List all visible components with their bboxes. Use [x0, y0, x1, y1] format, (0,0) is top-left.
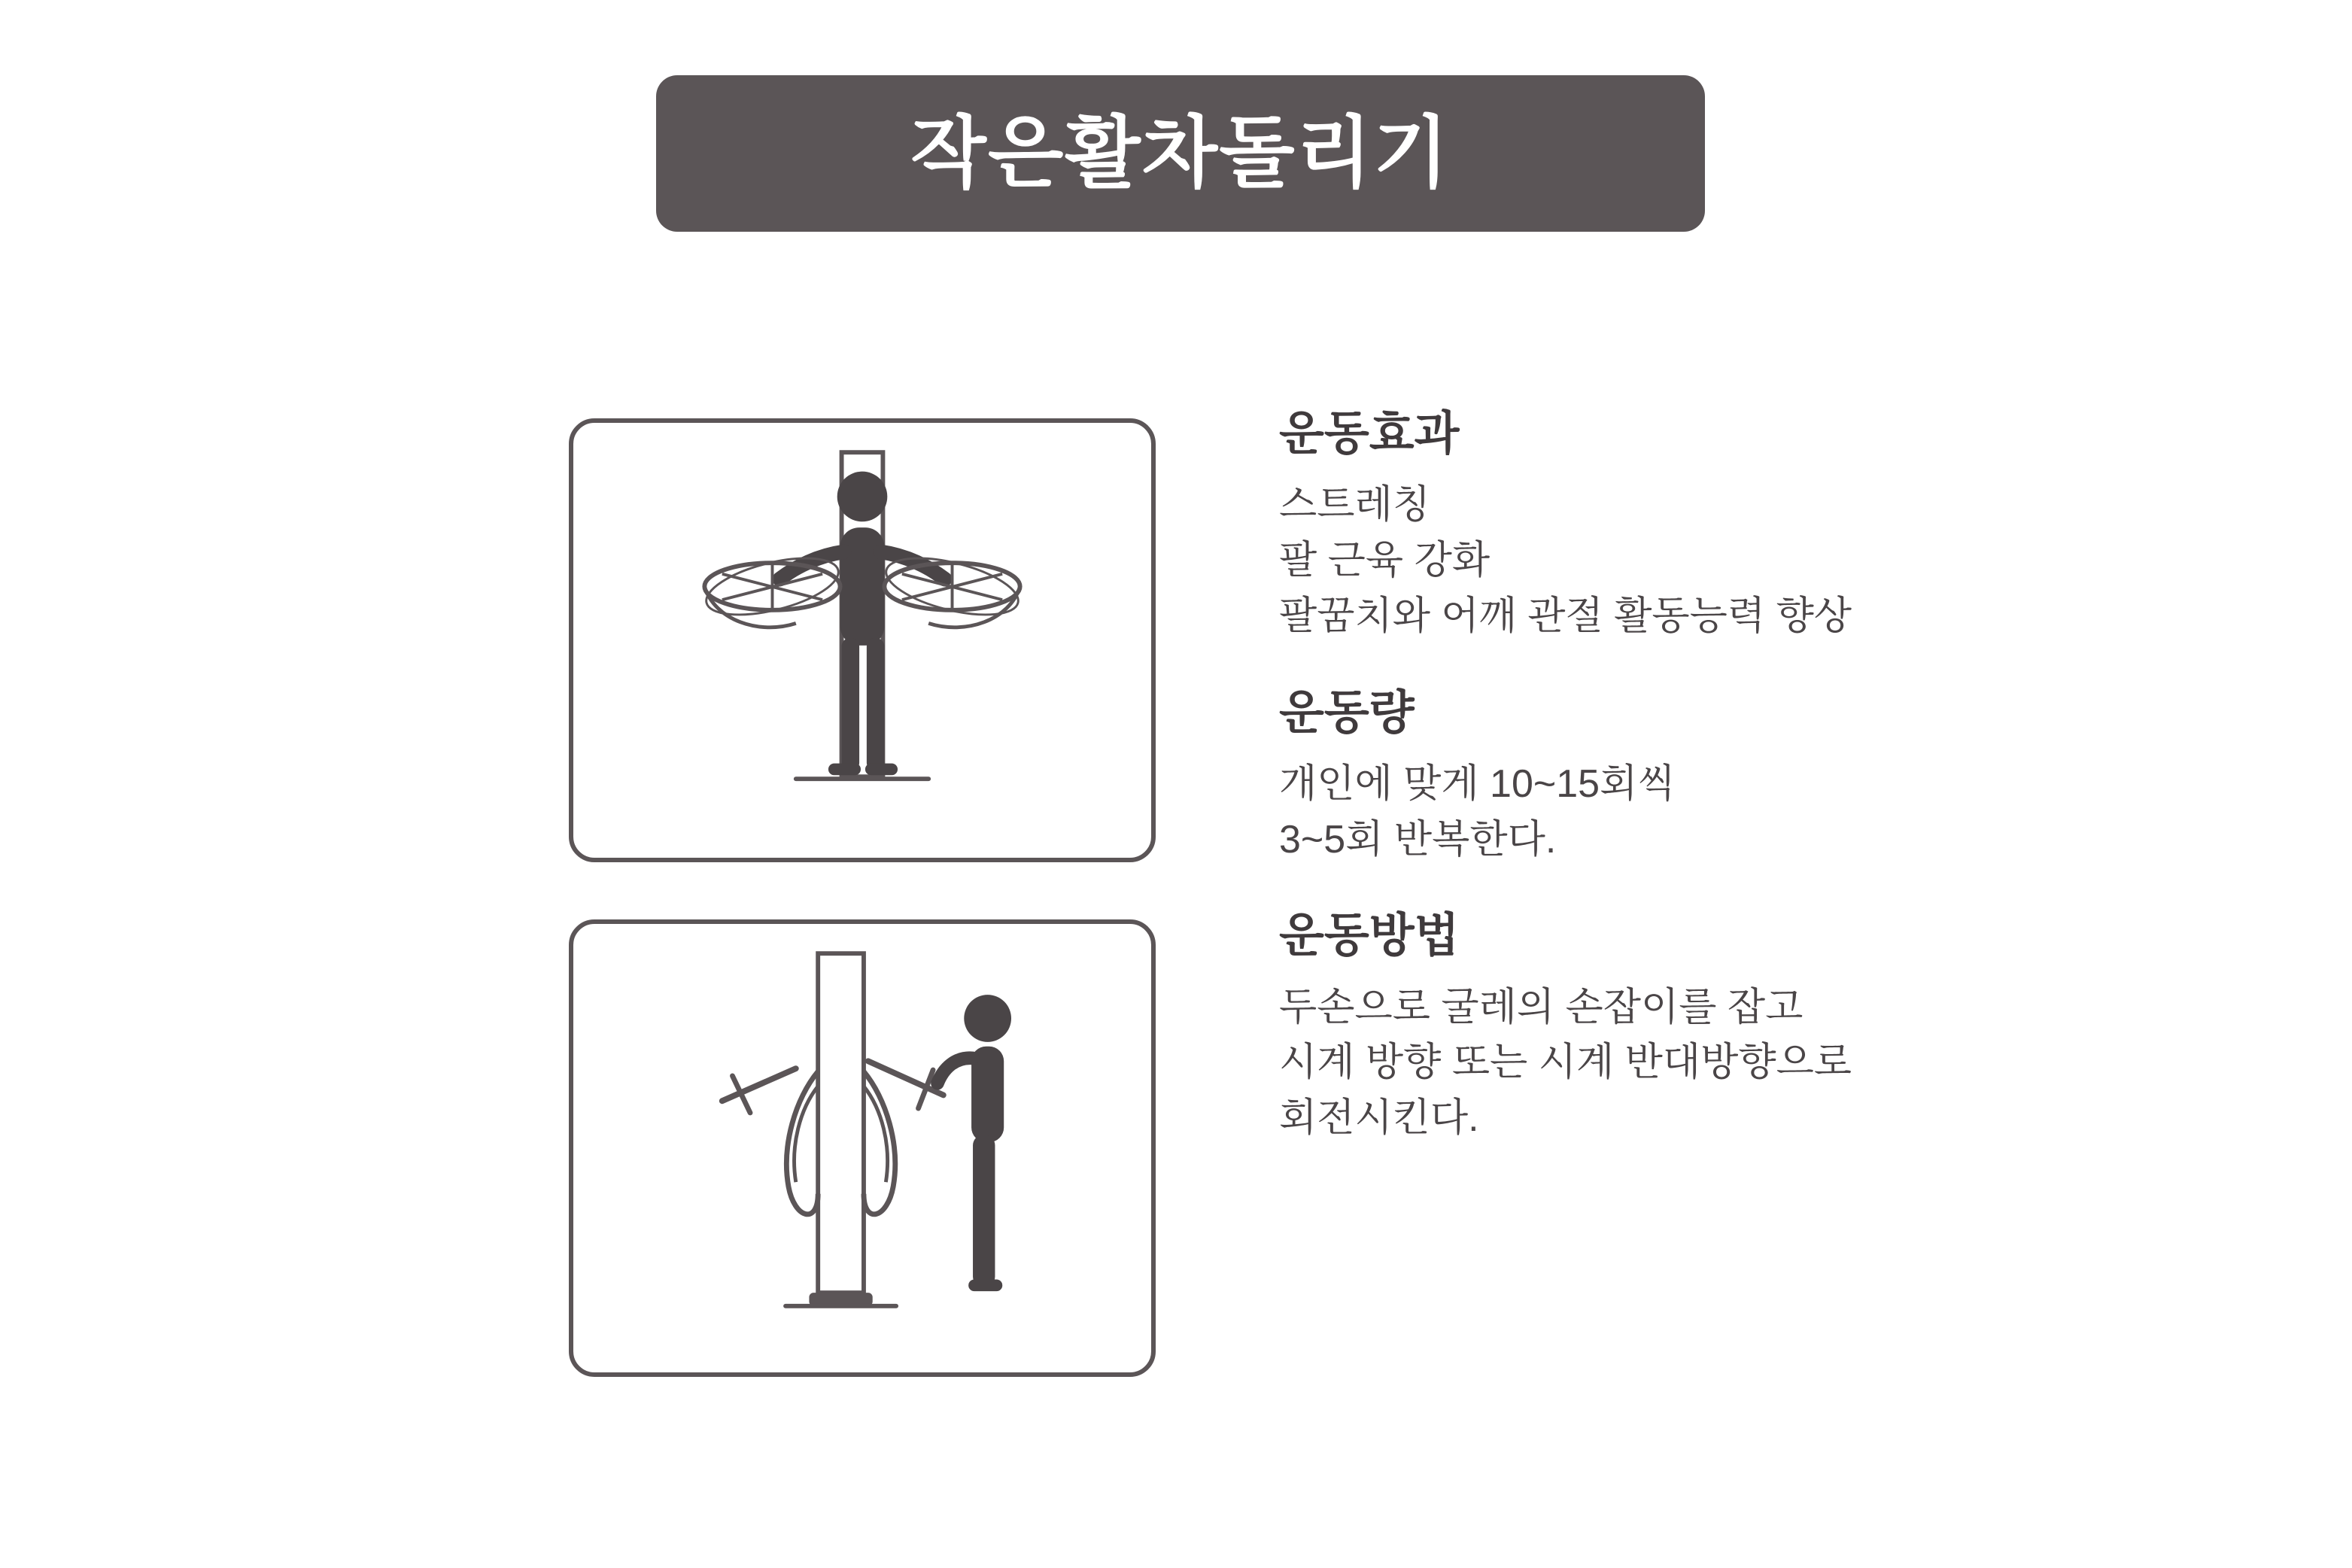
illustration-panel-front	[569, 418, 1156, 862]
section-heading: 운동량	[1279, 686, 1415, 739]
section-line: 회전시킨다.	[1279, 1096, 1479, 1141]
section-line: 두손으로 굴레의 손잡이를 잡고	[1279, 985, 1804, 1029]
section-exercise-method	[1279, 908, 2227, 1147]
page-title: 작은활차돌리기	[910, 110, 1451, 197]
section-line: 스트레칭	[1279, 483, 1430, 527]
section-heading: 운동방법	[1279, 910, 1460, 962]
section-line: 개인에 맞게 10~15회씩	[1279, 761, 1676, 806]
section-line: 팔꿈치와 어깨 관절 활동능력 향상	[1279, 594, 1852, 638]
section-exercise-effect	[1279, 406, 2227, 645]
illustration-panel-side	[569, 919, 1156, 1377]
section-line: 팔 근육 강화	[1279, 538, 1491, 582]
front-view-icon	[573, 423, 1151, 858]
section-line: 시계 방향 또는 시계 반대방향으로	[1279, 1041, 1852, 1085]
section-heading: 운동효과	[1279, 408, 1460, 460]
section-exercise-amount	[1279, 685, 2227, 868]
section-line: 3~5회 반복한다.	[1279, 817, 1557, 861]
side-view-icon	[573, 924, 1151, 1372]
page-title-banner	[656, 75, 1705, 232]
description-column	[1279, 406, 2227, 1147]
